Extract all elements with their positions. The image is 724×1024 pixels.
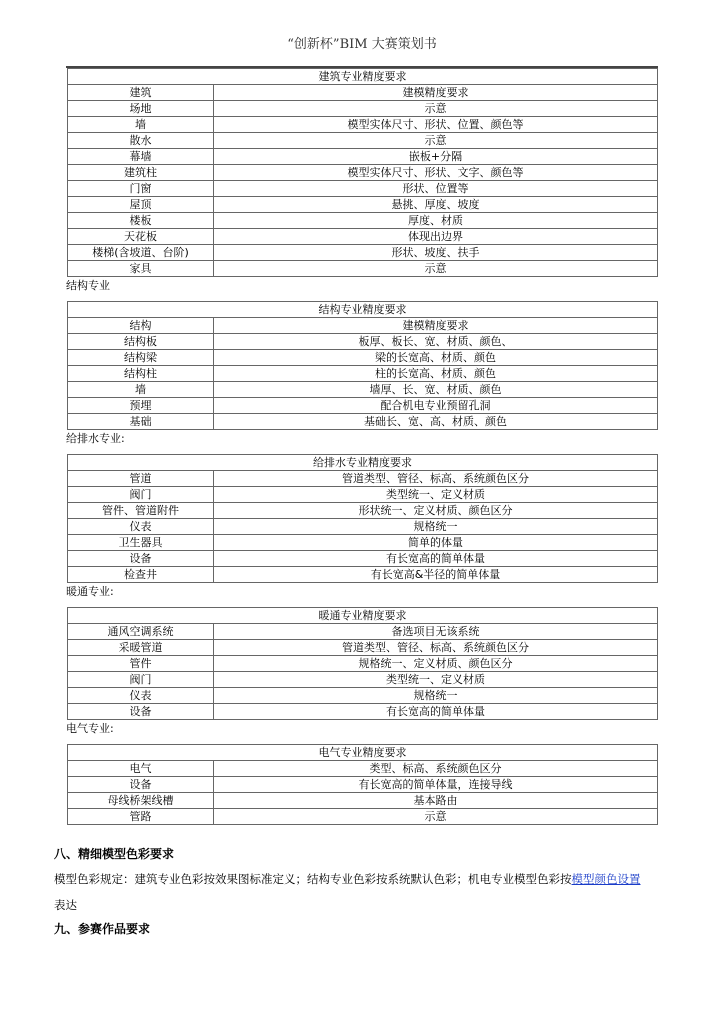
requirement-cell: 厚度、材质 [214, 213, 658, 229]
table-title: 给排水专业精度要求 [68, 455, 658, 471]
plumb-section-label: 给排水专业: [66, 432, 125, 445]
table-row [68, 245, 658, 261]
requirement-cell: 模型实体尺寸、形状、位置、颜色等 [214, 117, 658, 133]
item-cell: 通风空调系统 [68, 624, 214, 640]
item-cell: 结构 [68, 318, 214, 334]
item-cell: 天花板 [68, 229, 214, 245]
requirement-cell: 基本路由 [214, 793, 658, 809]
table-row [68, 487, 658, 503]
requirement-cell: 有长宽高的简单体量 [214, 551, 658, 567]
table-row [68, 350, 658, 366]
table-row [68, 382, 658, 398]
requirement-cell: 形状、位置等 [214, 181, 658, 197]
requirement-cell: 梁的长宽高、材质、颜色 [214, 350, 658, 366]
item-cell: 结构柱 [68, 366, 214, 382]
requirement-cell: 简单的体量 [214, 535, 658, 551]
page-header-title: “创新杯”BIM 大赛策划书 [287, 37, 437, 52]
item-cell: 墙 [68, 117, 214, 133]
table-row [68, 535, 658, 551]
table-row [68, 318, 658, 334]
table-title: 结构专业精度要求 [68, 302, 658, 318]
requirement-cell: 规格统一 [214, 519, 658, 535]
requirement-cell: 形状统一、定义材质、颜色区分 [214, 503, 658, 519]
table-row [68, 398, 658, 414]
requirement-cell: 形状、坡度、扶手 [214, 245, 658, 261]
elec-section-label: 电气专业: [66, 722, 114, 735]
table-row [68, 761, 658, 777]
table-row [68, 334, 658, 350]
arch-spec-table [67, 68, 658, 277]
item-cell: 结构梁 [68, 350, 214, 366]
table-row [68, 519, 658, 535]
section9-heading: 九、参赛作品要求 [54, 922, 151, 936]
item-cell: 仪表 [68, 519, 214, 535]
requirement-cell: 基础长、宽、高、材质、颜色 [214, 414, 658, 430]
item-cell: 阀门 [68, 672, 214, 688]
requirement-cell: 示意 [214, 133, 658, 149]
table-row [68, 672, 658, 688]
table-row [68, 567, 658, 583]
table-row [68, 688, 658, 704]
table-row [68, 704, 658, 720]
requirement-cell: 管道类型、管径、标高、系统颜色区分 [214, 471, 658, 487]
requirement-cell: 类型统一、定义材质 [214, 487, 658, 503]
item-cell: 设备 [68, 704, 214, 720]
requirement-cell: 模型实体尺寸、形状、文字、颜色等 [214, 165, 658, 181]
table-row [68, 793, 658, 809]
table-row [68, 624, 658, 640]
requirement-cell: 体现出边界 [214, 229, 658, 245]
table-row [68, 213, 658, 229]
item-cell: 管路 [68, 809, 214, 825]
table-title: 电气专业精度要求 [68, 745, 658, 761]
item-cell: 采暖管道 [68, 640, 214, 656]
table-row [68, 503, 658, 519]
requirement-cell: 有长宽高&半径的简单体量 [214, 567, 658, 583]
item-cell: 基础 [68, 414, 214, 430]
table-row [68, 551, 658, 567]
item-cell: 设备 [68, 777, 214, 793]
item-cell: 母线桥架线槽 [68, 793, 214, 809]
requirement-cell: 悬挑、厚度、坡度 [214, 197, 658, 213]
hvac-section-label: 暖通专业: [66, 585, 114, 598]
item-cell: 楼板 [68, 213, 214, 229]
requirement-cell: 配合机电专业预留孔洞 [214, 398, 658, 414]
section8-paragraph [54, 866, 650, 918]
item-cell: 建筑柱 [68, 165, 214, 181]
item-cell: 管件 [68, 656, 214, 672]
color-settings-link[interactable]: 模型颜色设置 [571, 872, 641, 886]
item-cell: 仪表 [68, 688, 214, 704]
table-row [68, 85, 658, 101]
item-cell: 建筑 [68, 85, 214, 101]
section8-text-before: 模型色彩规定：建筑专业色彩按效果图标准定义；结构专业色彩按系统默认色彩；机电专业模型色彩按 [54, 872, 572, 886]
table-row [68, 117, 658, 133]
requirement-cell: 管道类型、管径、标高、系统颜色区分 [214, 640, 658, 656]
item-cell: 墙 [68, 382, 214, 398]
table-row [68, 471, 658, 487]
table-row [68, 261, 658, 277]
table-row [68, 181, 658, 197]
table-row [68, 414, 658, 430]
table-row [68, 777, 658, 793]
section8-heading: 八、精细模型色彩要求 [54, 847, 175, 861]
elec-spec-table [67, 744, 658, 825]
item-cell: 结构板 [68, 334, 214, 350]
table-title: 暖通专业精度要求 [68, 608, 658, 624]
requirement-cell: 嵌板+分隔 [214, 149, 658, 165]
document-body [54, 68, 657, 937]
item-cell: 预埋 [68, 398, 214, 414]
struct-spec-table [67, 301, 658, 430]
item-cell: 卫生器具 [68, 535, 214, 551]
item-cell: 管件、管道附件 [68, 503, 214, 519]
requirement-cell: 有长宽高的简单体量 [214, 704, 658, 720]
requirement-cell: 示意 [214, 809, 658, 825]
table-row [68, 656, 658, 672]
requirement-cell: 示意 [214, 261, 658, 277]
requirement-cell: 墙厚、长、宽、材质、颜色 [214, 382, 658, 398]
requirement-cell: 规格统一、定义材质、颜色区分 [214, 656, 658, 672]
item-cell: 管道 [68, 471, 214, 487]
requirement-cell: 备选项目无该系统 [214, 624, 658, 640]
table-title: 建筑专业精度要求 [68, 69, 658, 85]
table-row [68, 165, 658, 181]
item-cell: 楼梯(含坡道、台阶) [68, 245, 214, 261]
table-row [68, 133, 658, 149]
requirement-cell: 示意 [214, 101, 658, 117]
item-cell: 检查井 [68, 567, 214, 583]
item-cell: 场地 [68, 101, 214, 117]
hvac-spec-table [67, 607, 658, 720]
item-cell: 电气 [68, 761, 214, 777]
item-cell: 幕墙 [68, 149, 214, 165]
table-row [68, 809, 658, 825]
table-row [68, 149, 658, 165]
item-cell: 阀门 [68, 487, 214, 503]
item-cell: 门窗 [68, 181, 214, 197]
requirement-cell: 规格统一 [214, 688, 658, 704]
table-row [68, 229, 658, 245]
table-row [68, 197, 658, 213]
table-row [68, 101, 658, 117]
requirement-cell: 类型、标高、系统颜色区分 [214, 761, 658, 777]
requirement-cell: 柱的长宽高、材质、颜色 [214, 366, 658, 382]
item-cell: 屋顶 [68, 197, 214, 213]
struct-section-label: 结构专业 [66, 279, 110, 292]
item-cell: 散水 [68, 133, 214, 149]
requirement-cell: 建模精度要求 [214, 318, 658, 334]
table-row [68, 366, 658, 382]
plumb-spec-table [67, 454, 658, 583]
requirement-cell: 板厚、板长、宽、材质、颜色、 [214, 334, 658, 350]
table-row [68, 640, 658, 656]
item-cell: 设备 [68, 551, 214, 567]
requirement-cell: 类型统一、定义材质 [214, 672, 658, 688]
requirement-cell: 有长宽高的简单体量，连接导线 [214, 777, 658, 793]
item-cell: 家具 [68, 261, 214, 277]
requirement-cell: 建模精度要求 [214, 85, 658, 101]
section8-text-after: 表达 [54, 898, 77, 912]
